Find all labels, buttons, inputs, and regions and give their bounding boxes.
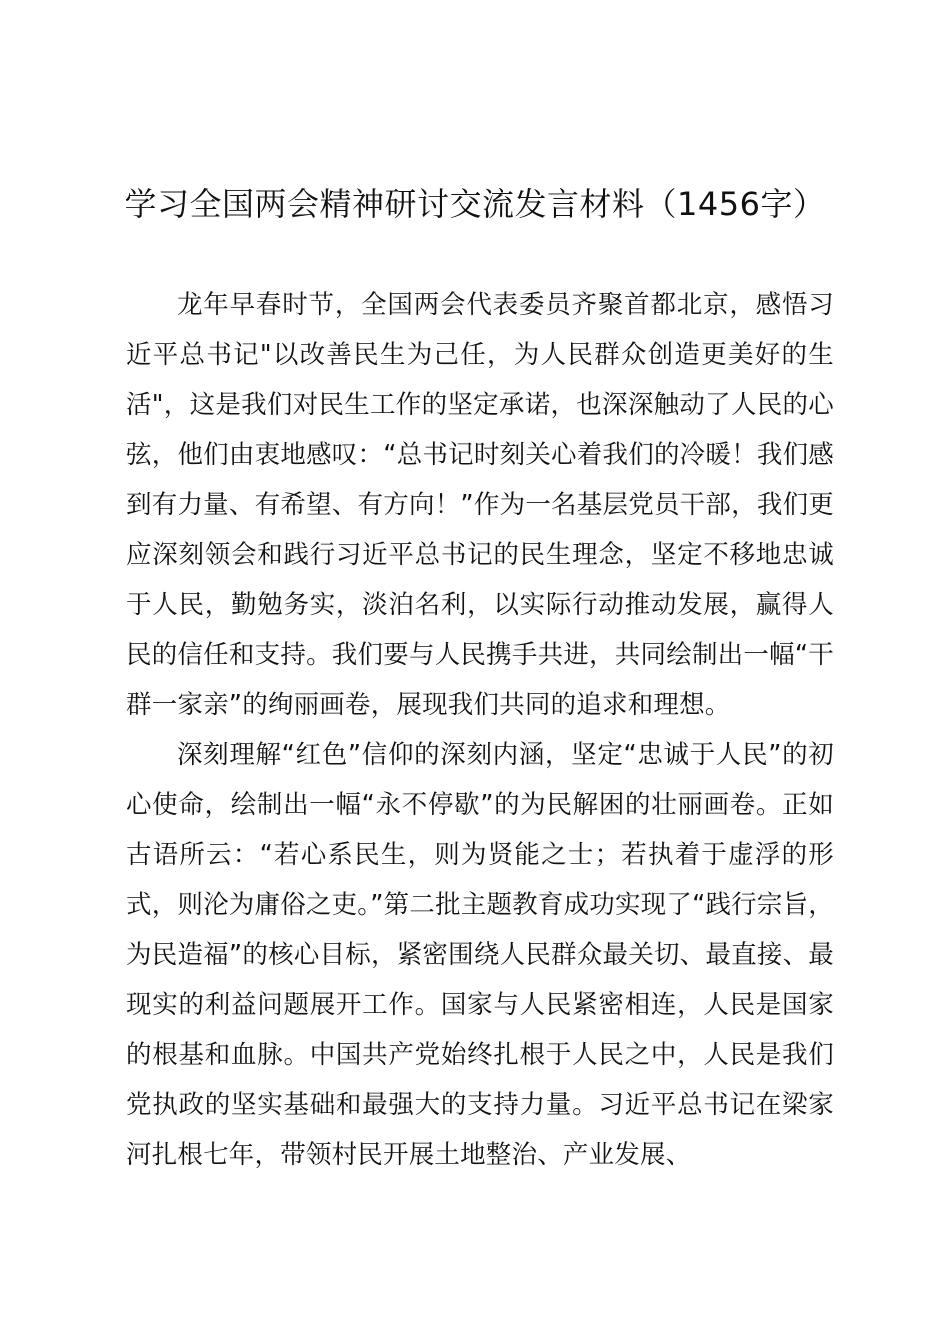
document-title: 学习全国两会精神研讨交流发言材料（1456字） xyxy=(124,185,826,223)
paragraph-2: 深刻理解“红色”信仰的深刻内涵，坚定“忠诚于人民”的初心使命，绘制出一幅“永不停歇”的为民解困的壮丽画卷。正如古语所云：“若心系民生，则为贤能之士；若执着于虚浮的形式，则沦为庸俗之吏。”第二批主题教育成功实现了“践行宗旨，为民造福”的核心目标，紧密围绕人民群众最关切、最直接、最现实的利益问题展开工作。国家与人民紧密相连，人民是国家的根基和血脉。中国共产党始终扎根于人民之中，人民是我们党执政的坚实基础和最强大的支持力量。习近平总书记在梁家河扎根七年，带领村民开展土地整治、产业发展、 xyxy=(126,740,834,1170)
paragraph-1: 龙年早春时节，全国两会代表委员齐聚首都北京，感悟习近平总书记"以改善民生为己任，为人民群众创造更美好的生活"，这是我们对民生工作的坚定承诺，也深深触动了人民的心弦，他们由衷地感叹：“总书记时刻关心着我们的冷暖！我们感到有力量、有希望、有方向！”作为一名基层党员干部，我们更应深刻领会和践行习近平总书记的民生理念，坚定不移地忠诚于人民，勤勉务实，淡泊名利，以实际行动推动发展，赢得人民的信任和支持。我们要与人民携手共进，共同绘制出一幅“干群一家亲”的绚丽画卷，展现我们共同的追求和理想。 xyxy=(126,290,834,720)
